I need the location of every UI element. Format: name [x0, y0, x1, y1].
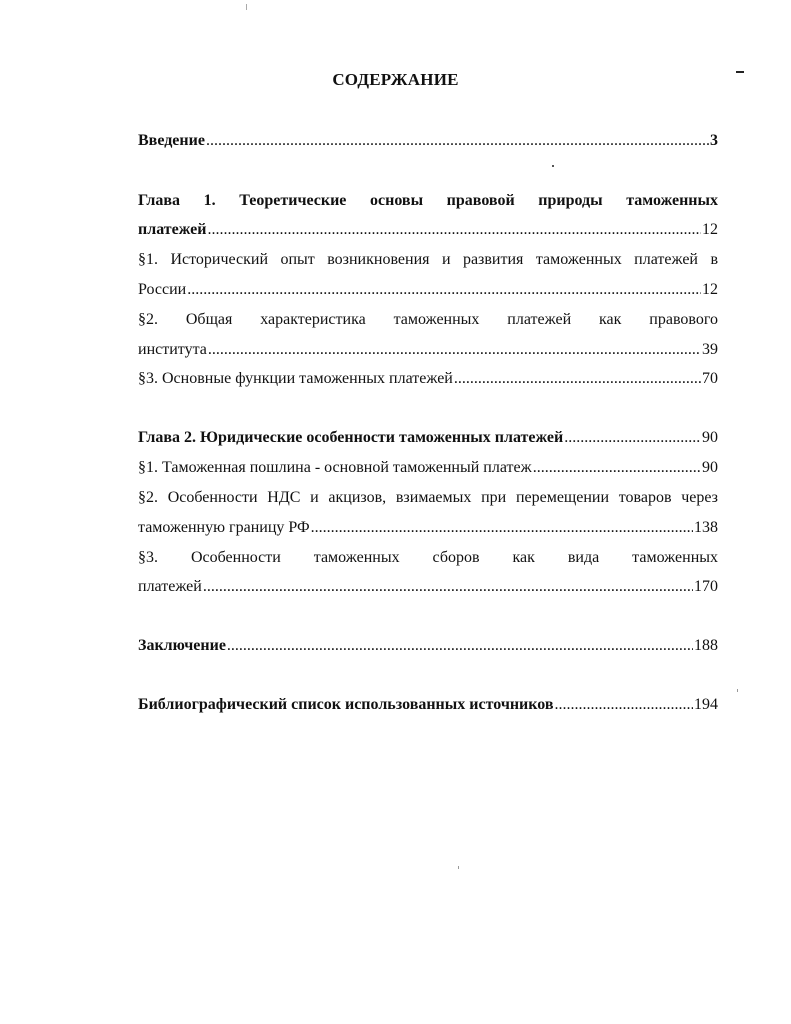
page-number: 39	[702, 341, 718, 358]
entry-label: §1. Таможенная пошлина - основной таможенный платеж	[138, 459, 532, 476]
leader-dots	[533, 455, 701, 481]
leader-dots	[311, 515, 693, 541]
toc-entry-ch1-sec1-line2[interactable]	[138, 277, 718, 303]
toc-entry-conclusion[interactable]	[138, 633, 718, 659]
toc-entry-bibliography[interactable]	[138, 692, 718, 718]
leader-dots	[206, 128, 709, 154]
entry-label: §3. Основные функции таможенных платежей	[138, 370, 453, 387]
entry-label: Библиографический список использованных источников	[138, 696, 554, 713]
toc-entry-ch1-sec3[interactable]	[138, 366, 718, 392]
toc-entry-ch2-sec2-line2[interactable]	[138, 515, 718, 541]
page-number: 12	[702, 281, 718, 298]
toc-entry-introduction[interactable]	[138, 128, 718, 154]
page-number: 12	[702, 221, 718, 238]
toc-entry-ch1-sec2-line2[interactable]	[138, 337, 718, 363]
page-number: 188	[694, 637, 718, 654]
toc-entry-chapter-2[interactable]	[138, 425, 718, 451]
entry-label: платежей	[138, 578, 202, 595]
toc-entry-chapter-1-line2[interactable]	[138, 217, 718, 243]
scan-dash-mark	[736, 71, 744, 73]
toc-entry-ch1-sec1-line1[interactable]: §1. Исторический опыт возникновения и развития таможенных платежей в	[138, 251, 718, 268]
page-number: 70	[702, 370, 718, 387]
page-number: 90	[702, 429, 718, 446]
scan-speck	[246, 4, 247, 10]
page-number: 90	[702, 459, 718, 476]
leader-dots	[207, 217, 701, 243]
page-number: 138	[694, 519, 718, 536]
toc-entry-ch2-sec3-line2[interactable]	[138, 574, 718, 600]
leader-dots	[187, 277, 701, 303]
scan-speck	[552, 165, 554, 167]
leader-dots	[208, 337, 701, 363]
scan-speck	[737, 689, 738, 692]
scan-speck	[458, 866, 459, 869]
leader-dots	[203, 574, 693, 600]
page-number: 3	[710, 132, 718, 149]
toc-entry-ch2-sec3-line1[interactable]: §3. Особенности таможенных сборов как вида таможенных	[138, 549, 718, 566]
entry-label: Введение	[138, 132, 205, 149]
leader-dots	[227, 633, 693, 659]
page-number: 194	[694, 696, 718, 713]
toc-entry-chapter-1-line1[interactable]: Глава 1. Теоретические основы правовой природы таможенных	[138, 192, 718, 209]
entry-label: института	[138, 341, 207, 358]
leader-dots	[454, 366, 701, 392]
entry-label: платежей	[138, 221, 207, 238]
entry-label: России	[138, 281, 187, 298]
leader-dots	[564, 425, 701, 451]
toc-title: СОДЕРЖАНИЕ	[332, 70, 459, 89]
entry-label: Глава 2. Юридические особенности таможенных платежей	[138, 429, 564, 446]
toc-entry-ch1-sec2-line1[interactable]: §2. Общая характеристика таможенных платежей как правового	[138, 311, 718, 328]
leader-dots	[555, 692, 693, 718]
page-number: 170	[694, 578, 718, 595]
entry-label: таможенную границу РФ	[138, 519, 310, 536]
toc-entry-ch2-sec2-line1[interactable]: §2. Особенности НДС и акцизов, взимаемых при перемещении товаров через	[138, 489, 718, 506]
entry-label: Заключение	[138, 637, 226, 654]
toc-entry-ch2-sec1[interactable]	[138, 455, 718, 481]
